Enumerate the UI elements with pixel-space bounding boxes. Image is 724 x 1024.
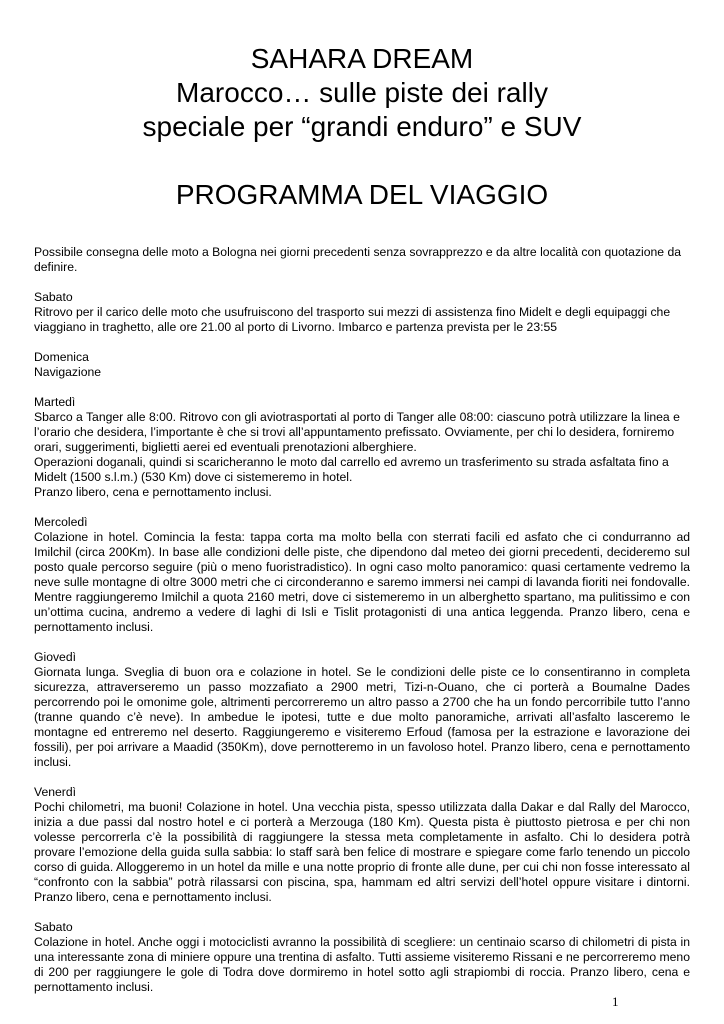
day-section — [34, 515, 690, 635]
day-section — [34, 650, 690, 770]
document-subtitle: Marocco… sulle piste dei rally — [176, 77, 548, 108]
document-subtitle-2: speciale per “grandi enduro” e SUV — [142, 111, 582, 142]
day-heading: Domenica — [34, 350, 89, 364]
document-title: SAHARA DREAM — [250, 43, 474, 74]
day-section — [34, 350, 690, 380]
document-body — [34, 245, 690, 1010]
day-section — [34, 290, 690, 335]
day-heading: Giovedì — [34, 650, 77, 664]
day-heading: Venerdì — [34, 785, 77, 799]
day-heading: Mercoledì — [34, 515, 88, 529]
day-section — [34, 785, 690, 905]
day-text: Colazione in hotel. Anche oggi i motociclisti avranno la possibilità di scegliere: un centinaio scarso di chilometri di pista in una interessante zona di miniere oppure una trentina di asfalto. Tutti assieme visiteremo Rissani e ne percorreremo meno di 200 per raggiungere le gole di Todra dove dormiremo in hotel sotto agli strapiombi di roccia. Pranzo libero, cena e pernottamento inclusi. — [34, 935, 690, 994]
day-text: Pochi chilometri, ma buoni! Colazione in hotel. Una vecchia pista, spesso utilizzata dalla Dakar e dal Rally del Marocco, inizia a due passi dal nostro hotel e ci porterà a Merzouga (180 Km). Questa pista è piuttosto pietrosa e per chi non volesse percorrerla c’è la possibilità di raggiungere la stessa meta completamente in asfalto. Chi lo desidera potrà provare l’emozione della guida sulla sabbia: lo staff sarà ben felice di mostrare e spiegare come farlo tenendo un piccolo corso di guida. Alloggeremo in un hotel da mille e una notte proprio di fronte alle dune, per cui chi non fosse interessato al “confronto con la sabbia” potrà rilassarsi con piscina, spa, hammam ed altri servizi dell’hotel oppure visitare i dintorni. Pranzo libero, cena e pernottamento inclusi. — [34, 800, 690, 904]
intro-paragraph: Possibile consegna delle moto a Bologna nei giorni precedenti senza sovrapprezzo e da altre località con quotazione da definire. — [34, 245, 682, 274]
day-text: Ritrovo per il carico delle moto che usufruiscono del trasporto sui mezzi di assistenza fino Midelt e degli equipaggi che viaggiano in traghetto, alle ore 21.00 al porto di Livorno. Imbarco e partenza prevista per le 23:55 — [34, 305, 671, 334]
day-text: Giornata lunga. Sveglia di buon ora e colazione in hotel. Se le condizioni delle piste ce lo consentiranno in completa sicurezza, attraverseremo un passo mozzafiato a 2900 metri, Tizi-n-Ouano, che ci porterà a Boumalne Dades percorrendo poi le omonime gole, altrimenti percorreremo un altro passo a 2700 che ha un fondo percorribile tutto l’anno (tranne quando c’è neve). In ambedue le ipotesi, tutte e due molto panoramiche, arrivati all’asfalto lasceremo le montagne ed entreremo nel deserto. Raggiungeremo e visiteremo Erfoud (famosa per la estrazione e lavorazione dei fossili), per poi arrivare a Maadid (350Km), dove pernotteremo in un favoloso hotel. Pranzo libero, cena e pernottamento inclusi. — [34, 665, 690, 769]
page-number: 1 — [612, 994, 619, 1009]
day-heading: Sabato — [34, 290, 73, 304]
day-section — [34, 920, 690, 995]
program-title: PROGRAMMA DEL VIAGGIO — [175, 179, 549, 210]
day-section — [34, 395, 690, 500]
day-heading: Martedì — [34, 395, 76, 409]
day-text: Navigazione — [34, 365, 102, 379]
day-text: Sbarco a Tanger alle 8:00. Ritrovo con gli aviotrasportati al porto di Tanger alle 08:00: ciascuno potrà utilizzare la linea e l’orario che desidera, l’importante è che si trovi all’appuntamento prefissato. Ovviamente, per chi lo desidera, forniremo orari, suggerimenti, biglietti aerei ed eventuali prenotazioni alberghiere. Operazioni doganali, quindi si scaricheranno le moto dal carrello ed avremo un trasferimento su strada asfaltata fino a Midelt (1500 s.l.m.) (530 Km) dove ci sistemeremo in hotel. Pranzo libero, cena e pernottamento inclusi. — [34, 410, 680, 499]
document-title-block — [0, 42, 724, 144]
day-heading: Sabato — [34, 920, 73, 934]
day-text: Colazione in hotel. Comincia la festa: tappa corta ma molto bella con sterrati facili ed asfato che ci condurranno ad Imilchil (circa 200Km). In base alle condizioni delle piste, che dipendono dal meteo dei giorni precedenti, decideremo sul posto quale percorso seguire (più o meno fuoristradistico). In ogni caso molto panoramico: quasi certamente vedremo la neve sulle montagne di oltre 3000 metri che ci circonderanno e saremo immersi nei campi di lavanda fioriti nei fondovalle. Mentre raggiungeremo Imilchil a quota 2160 metri, dove ci sistemeremo in un alberghetto spartano, ma pulitissimo e con un’ottima cucina, andremo a vedere di laghi di Isli e Tislit protagonisti di una antica leggenda. Pranzo libero, cena e pernottamento inclusi. — [34, 530, 690, 634]
